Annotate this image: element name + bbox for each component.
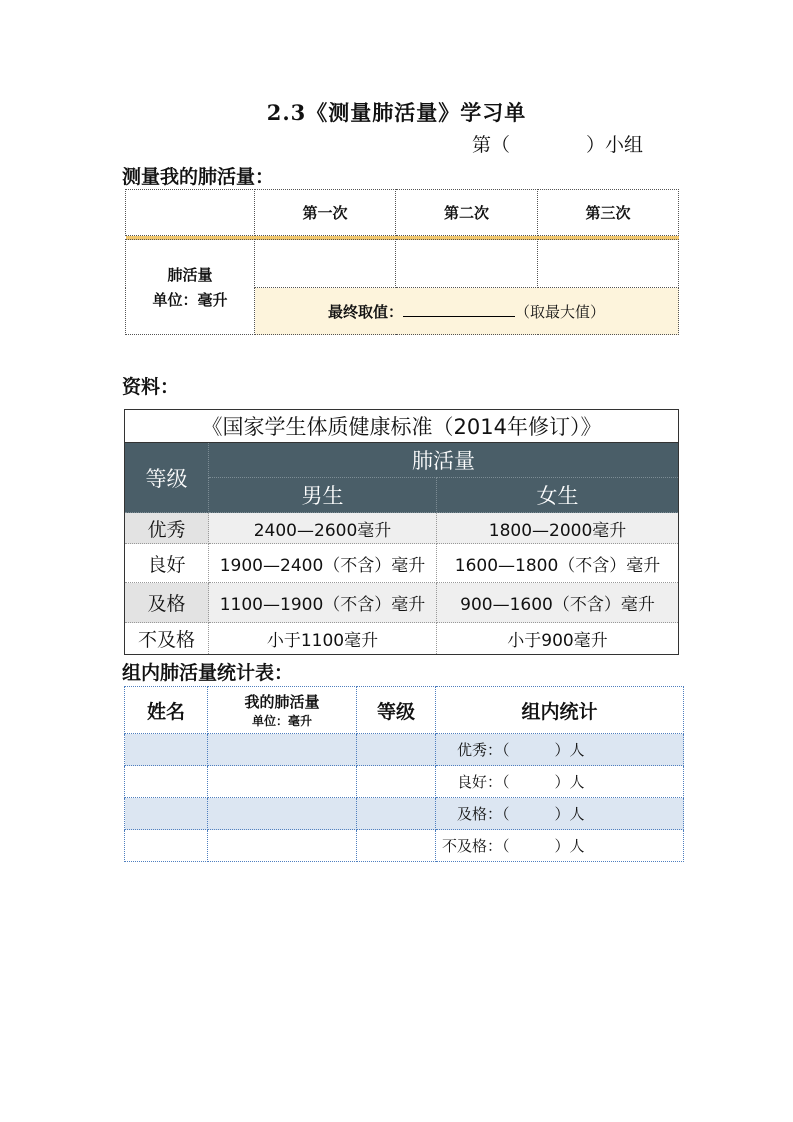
table-row bbox=[125, 513, 679, 544]
table-row bbox=[125, 734, 684, 766]
grade-cell[interactable] bbox=[357, 766, 436, 798]
stat-pass: 及格：（ ）人 bbox=[436, 798, 684, 830]
header-female: 女生 bbox=[437, 478, 679, 513]
level-cell: 良好 bbox=[125, 544, 209, 583]
table-row bbox=[125, 583, 679, 623]
stat-excellent: 优秀：（ ）人 bbox=[436, 734, 684, 766]
name-cell[interactable] bbox=[125, 830, 208, 862]
female-range-cell: 900—1600（不含）毫升 bbox=[437, 583, 679, 623]
header-group-stats: 组内统计 bbox=[436, 687, 684, 734]
group-statistics-table bbox=[124, 686, 684, 862]
header-grade: 等级 bbox=[357, 687, 436, 734]
row-label-cell bbox=[126, 240, 255, 335]
header-third-attempt: 第三次 bbox=[538, 190, 679, 236]
header-male: 男生 bbox=[209, 478, 437, 513]
first-attempt-value-cell[interactable] bbox=[255, 240, 396, 288]
table-row bbox=[125, 830, 684, 862]
table-row bbox=[125, 544, 679, 583]
table-row bbox=[125, 623, 679, 655]
reference-table-caption: 《国家学生体质健康标准（2014年修订）》 bbox=[125, 410, 679, 443]
row-label-unit: 单位：毫升 bbox=[152, 291, 228, 309]
standard-reference-table bbox=[124, 409, 679, 655]
level-cell: 及格 bbox=[125, 583, 209, 623]
male-range-cell: 1900—2400（不含）毫升 bbox=[209, 544, 437, 583]
stat-fail: 不及格：（ ）人 bbox=[436, 830, 684, 862]
header-my-capacity-label: 我的肺活量 bbox=[244, 693, 320, 711]
female-range-cell: 1600—1800（不含）毫升 bbox=[437, 544, 679, 583]
section-heading-measure: 测量我的肺活量： bbox=[122, 166, 275, 188]
measurement-table bbox=[125, 189, 679, 335]
capacity-cell[interactable] bbox=[208, 734, 357, 766]
level-cell: 不及格 bbox=[125, 623, 209, 655]
row-label-capacity: 肺活量 bbox=[167, 266, 213, 284]
final-value-label: 最终取值： bbox=[327, 302, 403, 321]
final-value-blank[interactable] bbox=[403, 302, 515, 317]
header-name: 姓名 bbox=[125, 687, 208, 734]
header-my-capacity-unit: 单位：毫升 bbox=[251, 714, 312, 728]
page-title: 2.3《测量肺活量》学习单 bbox=[266, 100, 527, 125]
header-second-attempt: 第二次 bbox=[396, 190, 538, 236]
capacity-cell[interactable] bbox=[208, 830, 357, 862]
name-cell[interactable] bbox=[125, 766, 208, 798]
final-value-cell bbox=[255, 288, 679, 335]
male-range-cell: 2400—2600毫升 bbox=[209, 513, 437, 544]
header-my-capacity bbox=[208, 687, 357, 734]
name-cell[interactable] bbox=[125, 798, 208, 830]
grade-cell[interactable] bbox=[357, 798, 436, 830]
header-first-attempt: 第一次 bbox=[255, 190, 396, 236]
second-attempt-value-cell[interactable] bbox=[396, 240, 538, 288]
header-empty-cell bbox=[126, 190, 255, 236]
stat-good: 良好：（ ）人 bbox=[436, 766, 684, 798]
grade-cell[interactable] bbox=[357, 830, 436, 862]
table-row bbox=[125, 798, 684, 830]
female-range-cell: 1800—2000毫升 bbox=[437, 513, 679, 544]
third-attempt-value-cell[interactable] bbox=[538, 240, 679, 288]
section-heading-group-stats: 组内肺活量统计表： bbox=[122, 662, 294, 684]
section-heading-reference: 资料： bbox=[122, 376, 180, 398]
final-value-note: （取最大值） bbox=[515, 302, 606, 321]
female-range-cell: 小于900毫升 bbox=[437, 623, 679, 655]
table-row bbox=[125, 766, 684, 798]
male-range-cell: 小于1100毫升 bbox=[209, 623, 437, 655]
header-lung-capacity: 肺活量 bbox=[209, 443, 679, 478]
male-range-cell: 1100—1900（不含）毫升 bbox=[209, 583, 437, 623]
level-cell: 优秀 bbox=[125, 513, 209, 544]
grade-cell[interactable] bbox=[357, 734, 436, 766]
capacity-cell[interactable] bbox=[208, 766, 357, 798]
name-cell[interactable] bbox=[125, 734, 208, 766]
header-level: 等级 bbox=[125, 443, 209, 513]
group-number-label: 第（ ）小组 bbox=[472, 134, 644, 156]
capacity-cell[interactable] bbox=[208, 798, 357, 830]
